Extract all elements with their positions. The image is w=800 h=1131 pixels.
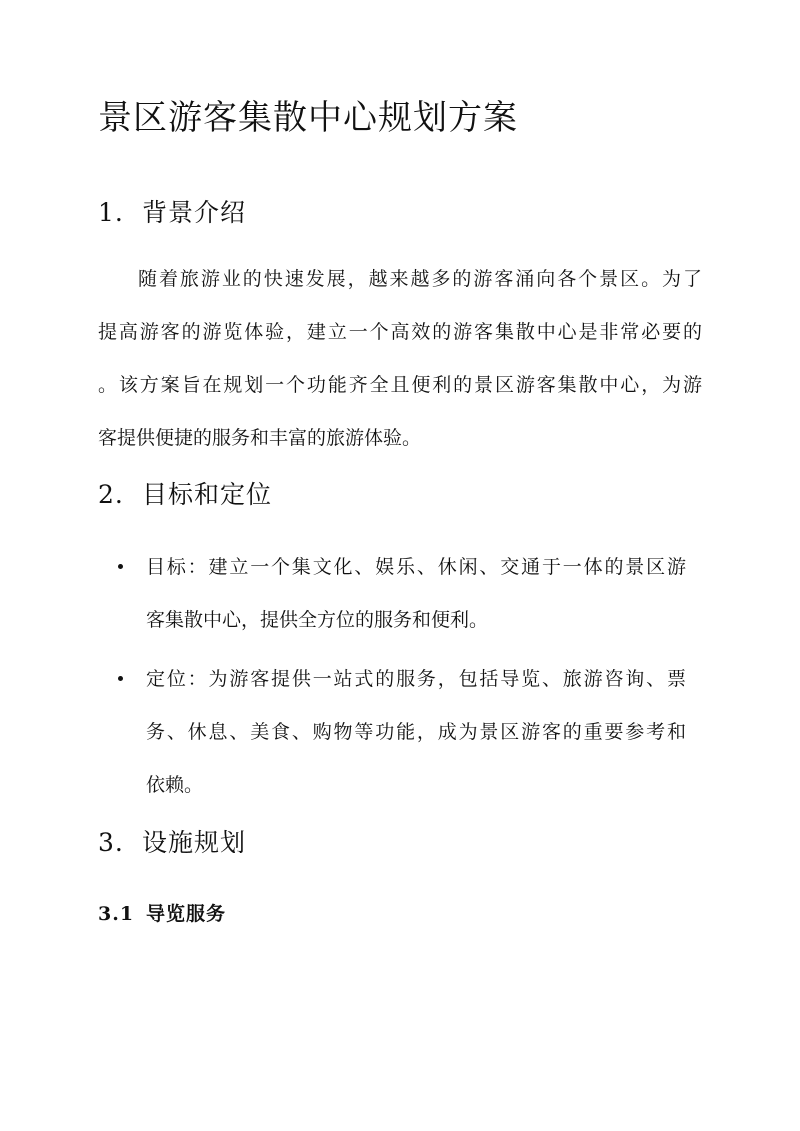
bullet-dot-icon — [118, 676, 123, 681]
section-heading-goals — [98, 479, 272, 511]
section-title: 目标和定位 — [142, 480, 273, 509]
document-title: 景区游客集散中心规划方案 — [98, 98, 518, 138]
bullet-dot-icon — [118, 564, 123, 569]
background-paragraph — [98, 264, 702, 476]
section-number: 3. — [98, 828, 124, 857]
bullet-line: 务、休息、美食、购物等功能，成为景区游客的重要参考和 — [146, 721, 686, 743]
subsection-title: 导览服务 — [146, 903, 227, 925]
paragraph-line: 随着旅游业的快速发展，越来越多的游客涌向各个景区。为了 — [138, 268, 702, 290]
bullet-line: 定位：为游客提供一站式的服务，包括导览、旅游咨询、票 — [146, 668, 686, 690]
bullet-text — [146, 552, 686, 658]
subsection-heading-guide-service — [98, 900, 226, 928]
section-number: 2. — [98, 480, 124, 509]
bullet-line: 依赖。 — [146, 774, 204, 796]
section-title: 背景介绍 — [142, 198, 247, 227]
section-title: 设施规划 — [142, 828, 247, 857]
paragraph-line: 。该方案旨在规划一个功能齐全且便利的景区游客集散中心，为游 — [98, 374, 702, 396]
section-heading-background — [98, 197, 246, 229]
section-heading-facilities — [98, 827, 246, 859]
bullet-text — [146, 664, 686, 823]
bullet-line: 客集散中心，提供全方位的服务和便利。 — [146, 609, 489, 631]
paragraph-line: 提高游客的游览体验，建立一个高效的游客集散中心是非常必要的 — [98, 321, 702, 343]
section-number: 1. — [98, 198, 124, 227]
bullet-line: 目标：建立一个集文化、娱乐、休闲、交通于一体的景区游 — [146, 556, 686, 578]
subsection-number: 3.1 — [98, 903, 135, 925]
paragraph-line: 客提供便捷的服务和丰富的旅游体验。 — [98, 427, 422, 449]
